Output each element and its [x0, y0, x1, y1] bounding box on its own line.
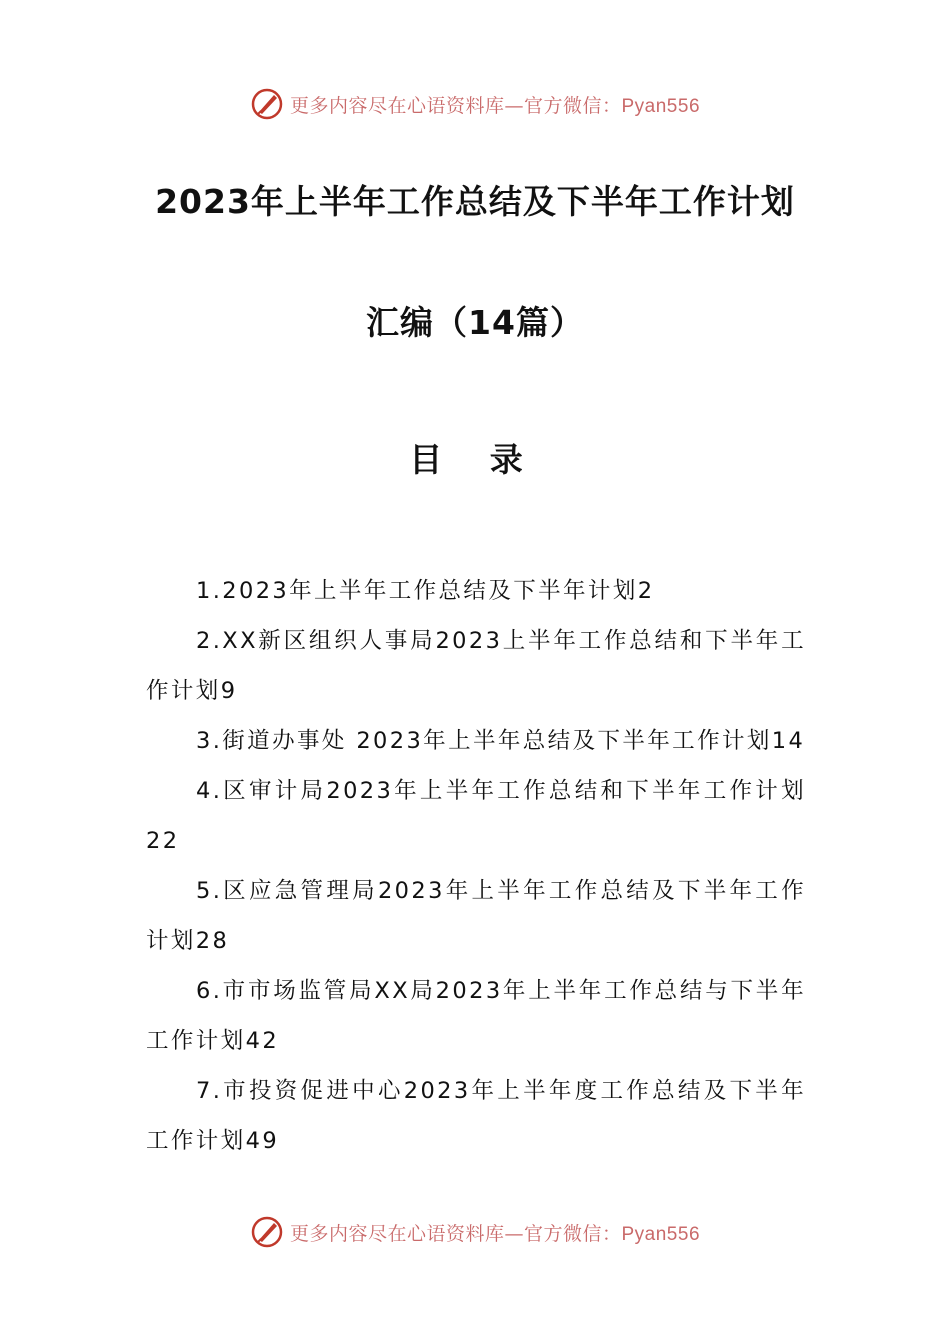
table-of-contents: [146, 566, 806, 1166]
document-title-line1: 2023年上半年工作总结及下半年工作计划: [155, 182, 795, 221]
quill-pen-icon: [250, 1215, 284, 1249]
toc-entry[interactable]: 1.2023年上半年工作总结及下半年计划2: [196, 578, 655, 604]
toc-heading: 目 录: [409, 440, 541, 479]
toc-entry[interactable]: 7.市投资促进中心2023年上半年度工作总结及下半年工作计划49: [146, 1078, 806, 1154]
toc-entry[interactable]: 5.区应急管理局2023年上半年工作总结及下半年工作计划28: [146, 878, 806, 954]
watermark-wechat-id: Pyan556: [621, 1223, 701, 1245]
watermark-slogan: 更多内容尽在心语资料库—官方微信：: [289, 1222, 622, 1245]
watermark-banner-bottom: [0, 1212, 950, 1252]
toc-entry[interactable]: 3.街道办事处 2023年上半年总结及下半年工作计划14: [196, 728, 806, 754]
toc-entry[interactable]: 4.区审计局2023年上半年工作总结和下半年工作计划22: [146, 778, 806, 854]
watermark-text: [290, 91, 700, 118]
quill-pen-icon: [250, 87, 284, 121]
watermark-banner-top: [0, 84, 950, 124]
document-title-line2: 汇编（14篇）: [366, 303, 584, 342]
toc-entry[interactable]: 6.市市场监管局XX局2023年上半年工作总结与下半年工作计划42: [146, 978, 806, 1054]
toc-entry[interactable]: 2.XX新区组织人事局2023上半年工作总结和下半年工作计划9: [146, 628, 806, 704]
watermark-text: [290, 1219, 700, 1246]
watermark-slogan: 更多内容尽在心语资料库—官方微信：: [289, 94, 622, 117]
watermark-wechat-id: Pyan556: [621, 95, 701, 117]
